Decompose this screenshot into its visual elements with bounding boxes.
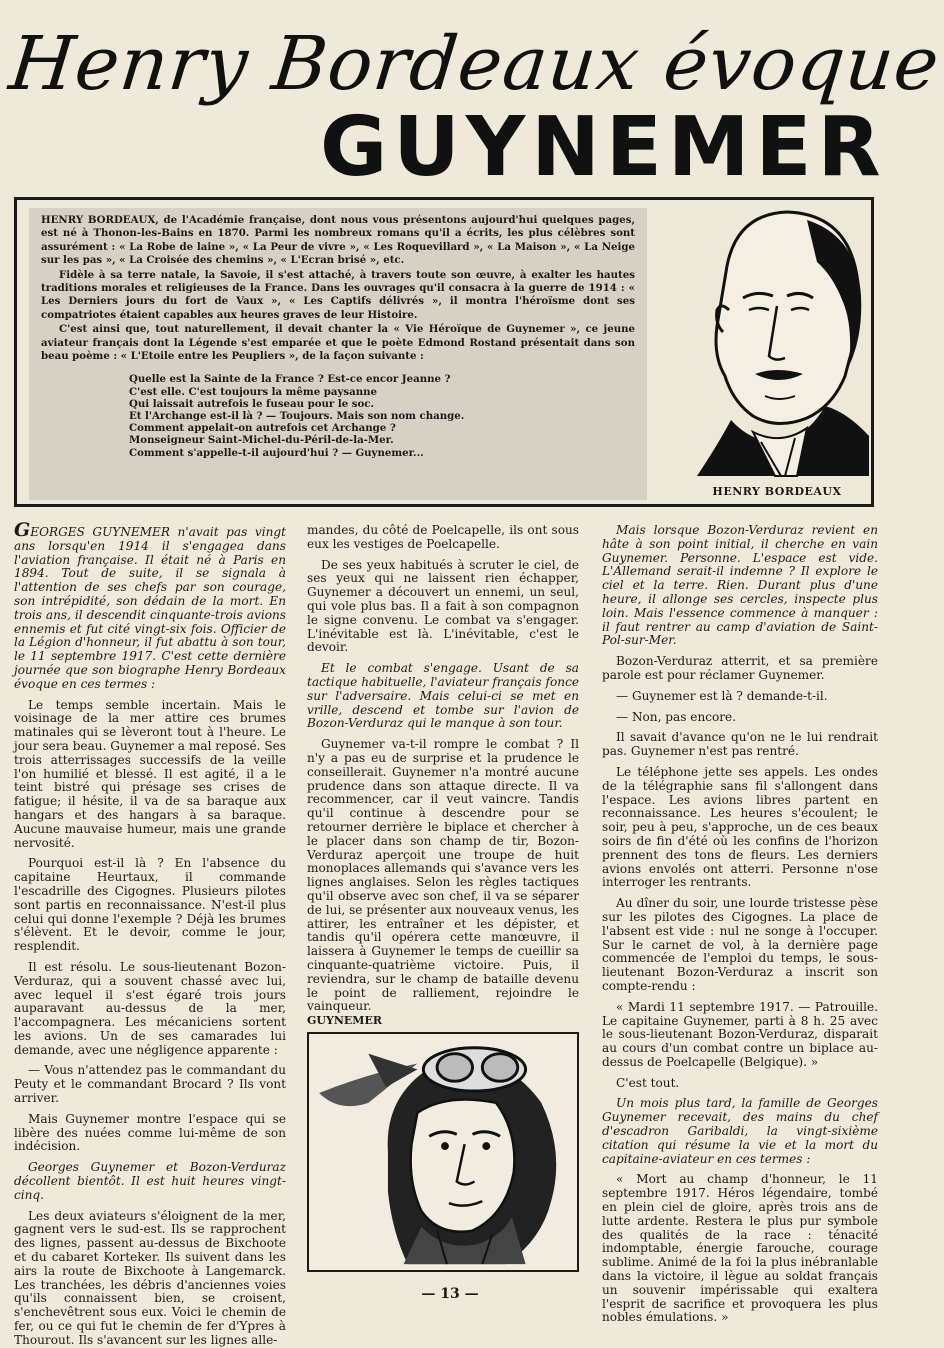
article-paragraph: Mais Guynemer montre l'espace qui se libère des nuées comme lui-même de son indécision. — [14, 1111, 286, 1154]
citation-paragraph: « Mort au champ d'honneur, le 11 septembre 1917. Héros légendaire, tombé en plein ciel de gloire, après trois ans de lutte ardente. Restera le plus pur symbole des qualités de la race : ténacité indomptable, énergie farouche, courage sublime. Animé de la foi la plus inébranlable dans la victoire, il lègue au soldat français un souvenir impérissable qui exaltera l'esprit de sacrifice et provoquera les plus nobles émulations. » — [602, 1172, 878, 1325]
intro-text — [29, 208, 647, 500]
intro-paragraph: Fidèle à sa terre natale, la Savoie, il s'est attaché, à travers toute son œuvre, à exalter les hautes traditions morales et religieuses de la France. Dans les ouvrages qu'il consacra à la guerre de 1914 : « Les Derniers jours du fort de Vaux », « Les Captifs délivrés », il montra l'héroïsme dont ses compatriotes étaient capables aux heures graves de leur Histoire. — [41, 268, 635, 321]
henry-bordeaux-portrait — [657, 206, 869, 476]
article-paragraph: Le téléphone jette ses appels. Les ondes de la télégraphie sans fil s'allongent dans l'espace. Les avions libres partent en reconnaissance. Les heures s'écoulent; le soir, peu à peu, s'approche, un de ces beaux soirs de fin d'été où les confins de l'horizon prennent des tons de fleurs. Les derniers avions envolés ont atterri. Personne n'ose interroger les rentrants. — [602, 764, 878, 890]
portrait-caption: HENRY BORDEAUX — [712, 485, 842, 498]
article-italic-paragraph: Et le combat s'engage. Usant de sa tactique habituelle, l'aviateur français fonce sur l'adversaire. Mais celui-ci se met en vrille, descend et tombe sur l'avion de Bozon-Verduraz qui le manque à son tour. — [307, 661, 579, 731]
article-paragraph: mandes, du côté de Poelcapelle, ils ont sous eux les vestiges de Poelcapelle. — [307, 523, 579, 551]
article-lead — [14, 519, 286, 692]
article-italic-paragraph: Un mois plus tard, la famille de Georges Guynemer recevait, des mains du chef d'escadron Garibaldi, la vingt-sixième citation qui résume la vie et la mort du capitaine-aviateur en ces termes : — [602, 1096, 878, 1166]
article-paragraph: Au dîner du soir, une lourde tristesse pèse sur les pilotes des Cigognes. La place de l'absent est vide : nul ne songe à l'occuper. Sur le carnet de vol, à la dernière page commencée de l'emploi du temps, le sous-lieutenant Bozon-Verduraz a inscrit son compte-rendu : — [602, 896, 878, 993]
article-paragraph: « Mardi 11 septembre 1917. — Patrouille. Le capitaine Guynemer, parti à 8 h. 25 avec le sous-lieutenant Bozon-Verduraz, disparait au cours d'un combat contre un biplace au-dessus de Poelcapelle (Belgique). » — [602, 999, 878, 1069]
drop-cap: G — [14, 519, 31, 541]
poem-line: Comment s'appelle-t-il aujourd'hui ? — Guynemer... — [129, 446, 424, 459]
article-paragraph: — Non, pas encore. — [616, 709, 737, 724]
article-paragraph: C'est tout. — [616, 1075, 680, 1090]
page-number: — 13 — — [421, 1286, 479, 1302]
poem-line: Quelle est la Sainte de la France ? Est-ce encor Jeanne ? — [129, 373, 451, 386]
headline-kicker: Henry Bordeaux évoque — [5, 21, 944, 107]
headline-title: GUYNEMER — [320, 100, 887, 195]
poem — [129, 373, 635, 458]
poem-line: Et l'Archange est-il là ? — Toujours. Mais son nom change. — [129, 410, 465, 423]
article-paragraph: Il est résolu. Le sous-lieutenant Bozon-Verduraz, qui a souvent chassé avec lui, avec lequel il s'est égaré trois jours auparavant au-dessus de la mer, l'accompagnera. Les mécaniciens sortent les avions. Un de ses camarades lui demande, avec une négligence apparente : — [14, 959, 286, 1057]
article-column-2 — [307, 523, 579, 1014]
article-paragraph: Les deux aviateurs s'éloignent de la mer, gagnent vers le sud-est. Ils se rapprochent des lignes, passent au-dessus de Bixchoote et du cabaret Korteker. Ils suivent dans les airs la route de Bixchoote à Langemarck. Les tranchées, les débris d'anciennes voies qu'ils connaissent bien, se croisent, s'enchevêtrent sous eux. Voici le chemin de fer, ou ce qui fut le chemin de fer d'Ypres à Thourout. Ils s'avancent sur les lignes alle- — [14, 1208, 286, 1347]
article-italic-paragraph: Mais lorsque Bozon-Verduraz revient en hâte à son point initial, il cherche en vain Guynemer. Personne. L'espace est vide. L'Allemand serait-il indemne ? Il explore le ciel et la terre. Rien. Durant plus d'une heure, il allonge ses cercles, inspecte plus loin. Mais l'essence commence à manquer : il faut rentrer au camp d'aviation de Saint-Pol-sur-Mer. — [602, 523, 878, 648]
guynemer-caption: GUYNEMER — [307, 1014, 382, 1027]
article-paragraph: Le temps semble incertain. Mais le voisinage de la mer attire ces brumes matinales qui se lèveront tout à l'heure. Le jour sera beau. Guynemer a mal reposé. Ses trois atterrissages successifs de la veille l'on humilié et blessé. Il est agité, il a le teint bistré qui présage ses crises de fatigue; il hésite, il va de sa baraque aux hangars et des hangars à sa baraque. Aucune mauvaise humeur, mais une grande nervosité. — [14, 697, 286, 850]
article-paragraph: De ses yeux habitués à scruter le ciel, de ses yeux qui ne laissent rien échapper, Guynemer a découvert un ennemi, un seul, qui vole plus bas. Il a fait à son compagnon le signe convenu. Le combat va s'engager. L'inévitable est là. L'inévitable, c'est le devoir. — [307, 557, 579, 655]
lead-text: EORGES GUYNEMER n'avait pas vingt ans lorsqu'en 1914 il s'engagea dans l'aviation française. Il était né à Paris en 1894. Tout de suite, il se signala à l'attention de ses chefs par son courage, son intrépidité, son dédain de la mort. En trois ans, il descendit cinquante-trois avions ennemis et fut cité vingt-six fois. Officier de la Légion d'honneur, il fut abattu à son tour, le 11 septembre 1917. C'est cette dernière journée que son biographe Henry Bordeaux évoque en ces termes : — [14, 525, 286, 691]
intro-paragraph: HENRY BORDEAUX, de l'Académie française, dont nous vous présentons aujourd'hui quelques pages, est né à Thonon-les-Bains en 1870. Parmi les nombreux romans qu'il a écrits, les plus célèbres sont assurément : « La Robe de laine », « La Peur de vivre », « Les Roquevillard », « La Maison », « La Neige sur les pas », « La Croisée des chemins », « L'Ecran brisé », etc. — [41, 214, 635, 267]
guynemer-portrait — [307, 1032, 579, 1272]
article-paragraph: Bozon-Verduraz atterrit, et sa première parole est pour réclamer Guynemer. — [602, 654, 878, 682]
intro-paragraph: C'est ainsi que, tout naturellement, il devait chanter la « Vie Héroïque de Guynemer », ce jeune aviateur français dont la Légende s'est emparée et que le poète Edmond Rostand présentait dans son beau poème : « L'Etoile entre les Peupliers », de la façon suivante : — [41, 323, 635, 363]
article-paragraph: — Vous n'attendez pas le commandant du Peuty et le commandant Brocard ? Ils vont arriver. — [14, 1063, 286, 1106]
article-italic-paragraph: Georges Guynemer et Bozon-Verduraz décollent bientôt. Il est huit heures vingt-cinq. — [14, 1160, 286, 1202]
article-column-3 — [602, 523, 878, 1325]
intro-box — [14, 197, 874, 507]
article-column-1 — [14, 519, 286, 1347]
poem-line: C'est elle. C'est toujours la même paysanne — [129, 385, 377, 398]
article-paragraph: Pourquoi est-il là ? En l'absence du capitaine Heurtaux, il commande l'escadrille des Cigognes. Plusieurs pilotes sont partis en reconnaissance. N'est-il plus celui qui donne l'exemple ? Déjà les brumes s'élèvent. Et le devoir, comme le jour, resplendit. — [14, 856, 286, 954]
article-paragraph: Guynemer va-t-il rompre le combat ? Il n'y a pas eu de surprise et la prudence le conseillerait. Guynemer n'a montré aucune prudence dans son attaque directe. Il va recommencer, car il veut vaincre. Tandis qu'il continue à descendre pour se retourner derrière le biplace et chercher à le placer dans son champ de tir, Bozon-Verduraz aperçoit une troupe de huit monoplaces allemands qui s'avance vers les lignes anglaises. Selon les règles tactiques qu'il observe avec son chef, il va se séparer de lui, se présenter aux nouveaux venus, les attirer, les entraîner et les dépister, et tandis qu'il opérera cette manœuvre, il laissera à Guynemer le temps de cueillir sa cinquante-quatrième victoire. Puis, il reviendra, sur le champ de bataille devenu le point de ralliement, rejoindre le vainqueur. — [307, 737, 579, 1014]
poem-line: Comment appelait-on autrefois cet Archange ? — [129, 422, 396, 435]
poem-line: Qui laissait autrefois le fuseau pour le soc. — [129, 397, 375, 410]
poem-line: Monseigneur Saint-Michel-du-Péril-de-la-Mer. — [129, 434, 394, 447]
article-paragraph: — Guynemer est là ? demande-t-il. — [616, 688, 828, 703]
article-paragraph: Il savait d'avance qu'on ne le lui rendrait pas. Guynemer n'est pas rentré. — [602, 730, 878, 759]
